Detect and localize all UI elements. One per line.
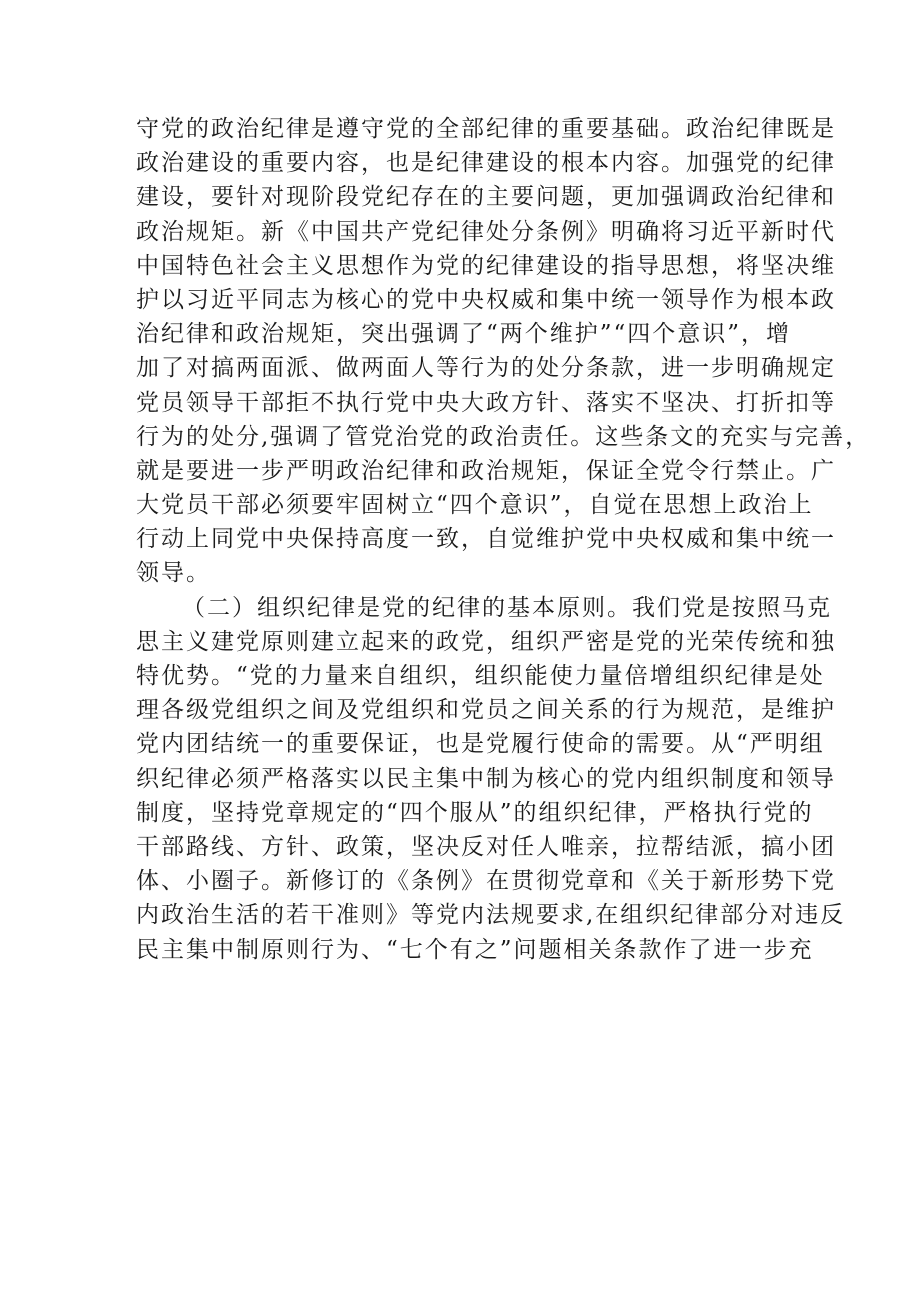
text-line: 制度，坚持党章规定的“四个服从”的组织纪律，严格执行党的	[136, 799, 814, 826]
text-line: 内政治生活的若干准则》等党内法规要求,在组织纪律部分对违反	[136, 902, 846, 929]
text-line: 中国特色社会主义思想作为党的纪律建设的指导思想，将坚决维	[136, 252, 836, 279]
text-line: 理各级党组织之间及党组织和党员之间关系的行为规范，是维护	[136, 697, 836, 724]
text-line: （二）组织纪律是党的纪律的基本原则。我们党是按照马克	[182, 594, 832, 621]
text-line: 行动上同党中央保持高度一致，自觉维护党中央权威和集中统一	[136, 526, 836, 553]
text-line: 民主集中制原则行为、“七个有之”问题相关条款作了进一步充	[136, 936, 814, 963]
text-line: 特优势。“党的力量来自组织，组织能使力量倍增组织纪律是处	[136, 663, 825, 689]
text-line: 行为的处分,强调了管党治党的政治责任。这些条文的充实与完善，	[136, 423, 871, 450]
text-line: 体、小圈子。新修订的《条例》在贯彻党章和《关于新形势下党	[136, 868, 836, 895]
text-line: 守党的政治纪律是遵守党的全部纪律的重要基础。政治纪律既是	[136, 116, 836, 142]
text-line: 政治建设的重要内容，也是纪律建设的根本内容。加强党的纪律	[136, 150, 836, 177]
text-line: 党员领导干部拒不执行党中央大政方针、落实不坚决、打折扣等	[136, 389, 836, 416]
text-line: 干部路线、方针、政策，坚决反对任人唯亲，拉帮结派，搞小团	[136, 833, 836, 860]
text-line: 思主义建党原则建立起来的政党，组织严密是党的光荣传统和独	[136, 628, 836, 655]
text-line: 就是要进一步严明政治纪律和政治规矩，保证全党令行禁止。广	[136, 457, 836, 484]
text-line: 织纪律必须严格落实以民主集中制为核心的党内组织制度和领导	[136, 765, 836, 792]
body-text	[136, 112, 871, 967]
text-line: 党内团结统一的重要保证，也是党履行使命的需要。从“严明组	[136, 731, 825, 758]
paragraph-1	[136, 112, 871, 591]
text-line: 政治规矩。新《中国共产党纪律处分条例》明确将习近平新时代	[136, 218, 836, 245]
text-line: 领导。	[136, 560, 211, 587]
text-line: 加了对搞两面派、做两面人等行为的处分条款，进一步明确规定	[136, 355, 836, 382]
text-line: 建设，要针对现阶段党纪存在的主要问题，更加强调政治纪律和	[136, 184, 836, 211]
text-line: 治纪律和政治规矩，突出强调了“两个维护”“四个意识”，增	[136, 321, 792, 348]
paragraph-2	[136, 591, 846, 967]
text-line: 大党员干部必须要牢固树立“四个意识”，自觉在思想上政治上	[136, 492, 814, 519]
text-line: 护以习近平同志为核心的党中央权威和集中统一领导作为根本政	[136, 286, 836, 313]
